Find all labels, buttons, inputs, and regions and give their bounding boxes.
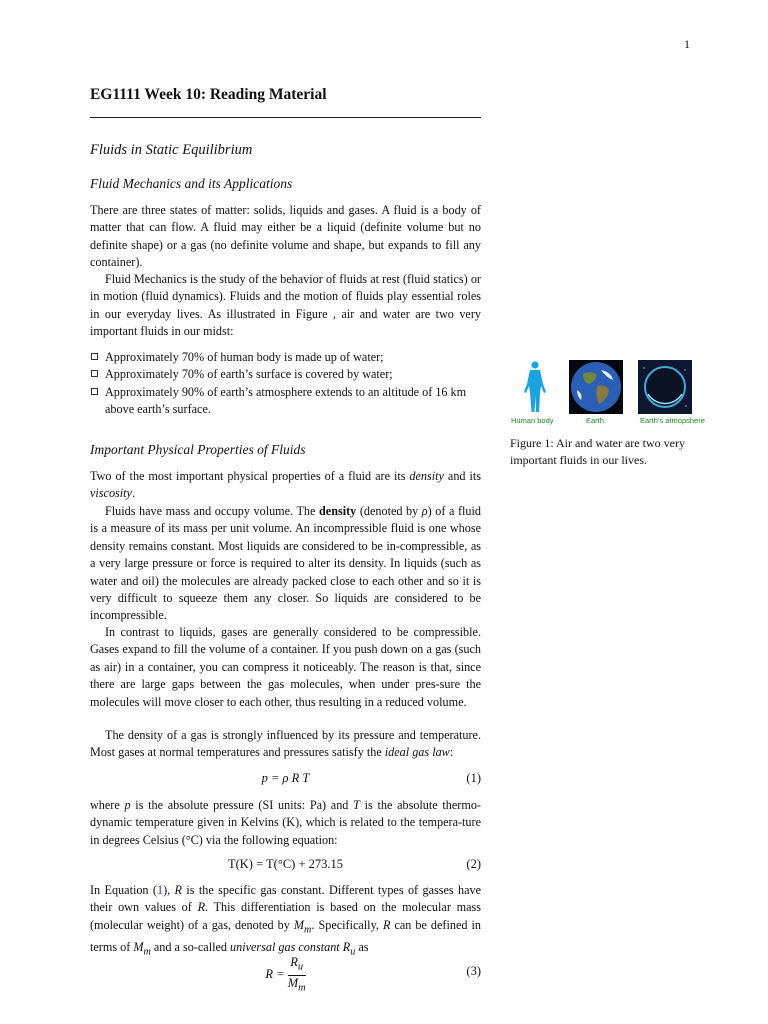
human-body-icon [508, 360, 562, 414]
figure-caption: Figure 1: Air and water are two very important fluids in our lives. [510, 436, 685, 467]
section-title: Fluids in Static Equilibrium [90, 142, 253, 158]
paragraph: Two of the most important physical properties of a fluid are its density and its viscosity. [90, 469, 481, 501]
paragraph: In Equation (1), R is the specific gas constant. Different types of gasses have their own values of R. This differentiation is based on the molecular mass (molecular weight) of a gas, denoted by $M_m$. Specifically, R can be defined in terms of $M_m$ and a so-called universal gas constant $R_u$ as [90, 883, 482, 958]
list-item: Approximately 90% of earth’s atmosphere extends to an altitude of 16 km above earth’s surface. [90, 384, 481, 419]
page-number: 1 [684, 37, 690, 51]
earth-icon [569, 360, 623, 414]
checkbox-icon [91, 370, 98, 377]
subsection-title: Important Physical Properties of Fluids [90, 442, 306, 457]
figure-panel-caption: Earth’s atmopshere [640, 416, 705, 425]
list-item: Approximately 70% of earth’s surface is covered by water; [90, 366, 481, 383]
paragraph: Fluids have mass and occupy volume. The density (denoted by ρ) of a fluid is a measure of its mass per unit volume. An incompressible fluid is one whose density remains constant. Most liquids are considered to be in-compressible, as a very large pressure or force is required to alter its density. In liquids (such as water and oil) the molecules are already packed close to each other and so it is very difficult to squeeze them any closer. So liquids are considered to be incompressible. [90, 504, 482, 623]
paragraph: where p is the absolute pressure (SI units: Pa) and T is the absolute thermo-dynamic temperature given in Kelvins (K), which is related to the tempera-ture in degrees Celsius (°C) via the following equation: [90, 798, 481, 847]
checkbox-icon [91, 353, 98, 360]
equation: R = $\frac{R_u}{M_m}$ (3) [265, 955, 481, 993]
paragraph: The density of a gas is strongly influenced by its pressure and temperature. Most gases at normal temperatures and pressures satisfy the ideal gas law: [90, 728, 481, 760]
paragraph: There are three states of matter: solids, liquids and gases. A fluid is a body of matter that can flow. A fluid may either be a liquid (definite volume but no definite shape) or a gas (no definite volume and shape, but expands to fill any container). [90, 203, 481, 270]
bullet-list [90, 349, 481, 419]
subsection-title: Fluid Mechanics and its Applications [90, 176, 293, 191]
list-item: Approximately 70% of human body is made up of water; [90, 349, 481, 366]
paragraph: In contrast to liquids, gases are generally considered to be compressible. Gases expand to fill the volume of a container. If you push down on a gas (such as air) in a container, you can compress it noticeably. The reason is that, since there are large gaps between the gas molecules, when under pres-sure the molecules will move closer to each other, thus resulting in a reduced volume. [90, 625, 481, 709]
title-rule [90, 117, 481, 118]
figure-panel-caption: Human body [511, 416, 554, 425]
paragraph: Fluid Mechanics is the study of the behavior of fluids at rest (fluid statics) or in motion (fluid dynamics). Fluids and the motion of fluids play essential roles in our everyday lives. As illustrated in Figure , air and water are two very important fluids in our midst: [90, 272, 481, 339]
fraction: $\frac{R_u}{M_m}$ [287, 955, 306, 993]
equation-reference-link[interactable]: 1 [156, 883, 164, 897]
checkbox-icon [91, 388, 98, 395]
earth-atmosphere-icon [638, 360, 692, 414]
document-title: EG1111 Week 10: Reading Material [90, 86, 327, 103]
figure-panel-caption: Earth [586, 416, 604, 425]
